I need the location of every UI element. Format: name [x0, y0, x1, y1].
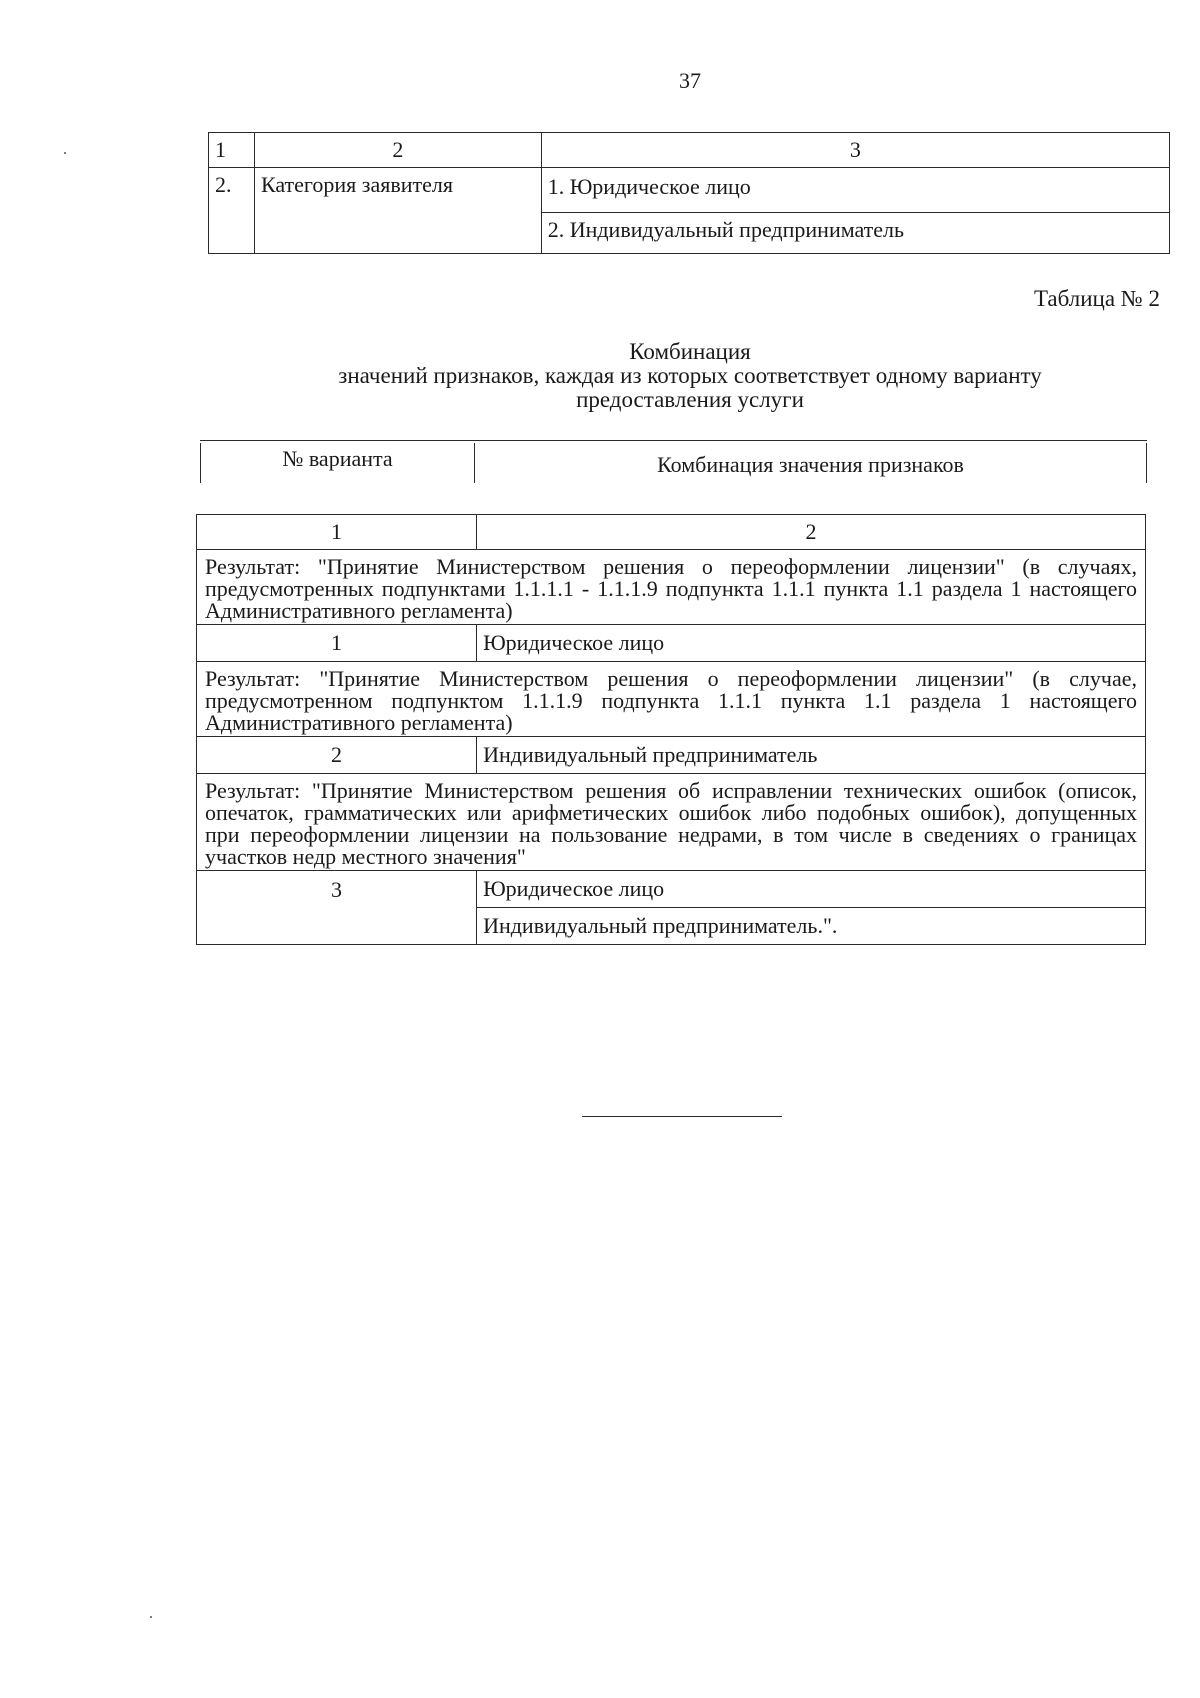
- scan-speck: [150, 1616, 152, 1618]
- column-number-cell: 1: [197, 515, 477, 550]
- caption-line: Комбинация: [629, 339, 751, 364]
- result-text: Результат: "Принятие Министерством решения об исправлении технических ошибок (описок, опечаток, грамматических или арифметических ошибок либо подобных ошибок), допущенных при переоформлении лицензии на пользование недрами, в том числе в сведениях о границах участков недр местного значения": [197, 774, 1146, 871]
- result-text: Результат: "Принятие Министерством решения о переоформлении лицензии" (в случаях, предусмотренных подпунктами 1.1.1.1 - 1.1.1.9 подпункта 1.1.1 пункта 1.1 раздела 1 настоящего Административного регламента): [197, 550, 1146, 625]
- result-row: [197, 550, 1146, 625]
- result-row: [197, 774, 1146, 871]
- variant-value: Индивидуальный предприниматель: [477, 737, 1146, 774]
- header-cell: 1: [209, 133, 255, 168]
- header-cell: 3: [541, 133, 1169, 168]
- column-number-cell: 2: [477, 515, 1146, 550]
- variant-value: Юридическое лицо: [477, 625, 1146, 662]
- caption-line: предоставления услуги: [576, 387, 804, 412]
- row-number-cell: 2.: [209, 168, 255, 254]
- variant-value: Индивидуальный предприниматель.".: [477, 908, 1146, 945]
- variant-row: [197, 625, 1146, 662]
- column-number-row: [197, 515, 1146, 550]
- variant-number: 3: [197, 871, 477, 945]
- table-header-row: [209, 133, 1170, 168]
- header-cell-combination: Комбинация значения признаков: [475, 443, 1147, 483]
- variants-table-header: [200, 440, 1147, 483]
- end-of-document-rule: [582, 1116, 782, 1117]
- variant-number: 1: [197, 625, 477, 662]
- variant-value: Юридическое лицо: [477, 871, 1146, 908]
- value-cell: 2. Индивидуальный предприниматель: [541, 213, 1169, 254]
- table-row: [209, 168, 1170, 213]
- result-text: Результат: "Принятие Министерством решения о переоформлении лицензии" (в случае, предусмотренном подпунктом 1.1.1.9 подпункта 1.1.1 пункта 1.1 раздела 1 настоящего Административного регламента): [197, 662, 1146, 737]
- table-caption: [240, 340, 1140, 412]
- header-cell: 2: [254, 133, 541, 168]
- variant-row: [197, 737, 1146, 774]
- variant-number: 2: [197, 737, 477, 774]
- result-row: [197, 662, 1146, 737]
- variant-row: [197, 871, 1146, 908]
- scan-speck: [64, 152, 66, 154]
- caption-line: значений признаков, каждая из которых соответствует одному варианту: [338, 363, 1042, 388]
- applicant-category-table: [208, 132, 1170, 254]
- page-number: 37: [679, 68, 701, 93]
- value-cell: 1. Юридическое лицо: [541, 168, 1169, 213]
- variants-table: [196, 514, 1146, 945]
- row-label-cell: Категория заявителя: [254, 168, 541, 254]
- table-label: Таблица № 2: [1033, 286, 1160, 311]
- header-cell-variant-number: № варианта: [200, 443, 475, 483]
